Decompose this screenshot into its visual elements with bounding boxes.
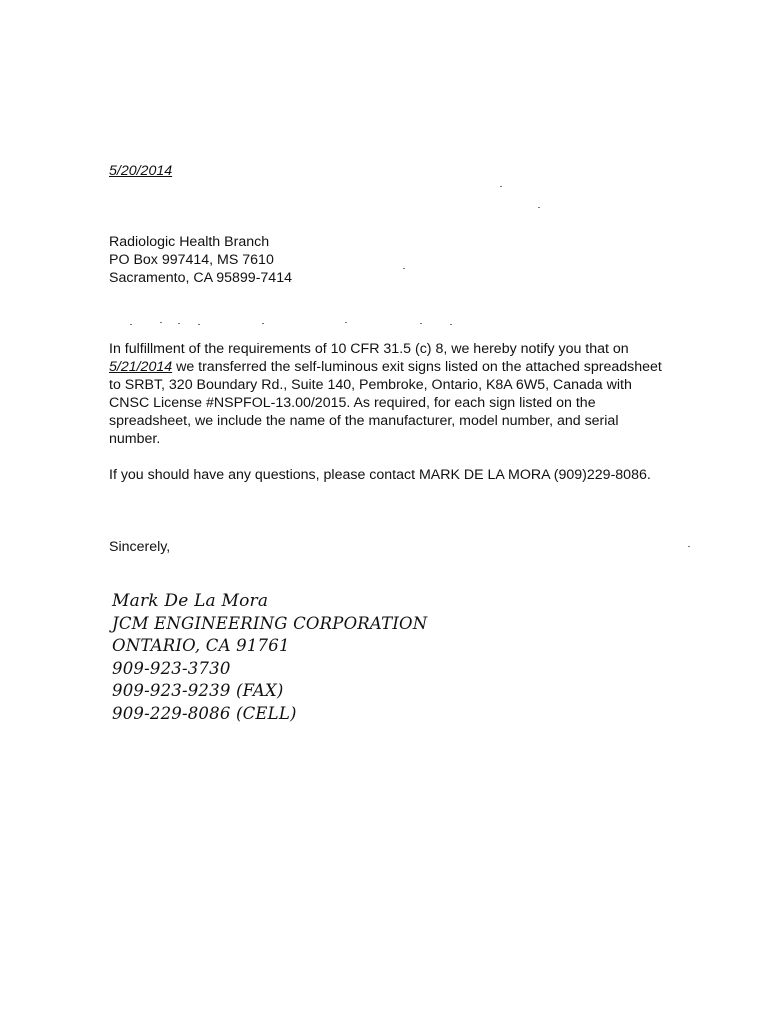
address-line-2: PO Box 997414, MS 7610 (109, 252, 274, 268)
signature-city: ONTARIO, CA 91761 (112, 636, 290, 655)
scan-speck (198, 324, 200, 325)
closing: Sincerely, (109, 539, 171, 555)
paragraph-1-text-end: we transferred the self-luminous exit signs listed on the attached spreadsheet to SRBT, 320 Boundary Rd., Suite 140, Pembroke, Ontario, K8A 6W5, Canada with CNSC License #NSPFOL-13.00/2015. As required, for each sign listed on the spreadsheet, we include the name of the manufacturer, model number, and serial number. (109, 359, 662, 447)
signature-block (112, 590, 427, 725)
signature-name: Mark De La Mora (112, 591, 269, 611)
scan-speck (345, 322, 347, 323)
scan-speck (160, 322, 162, 323)
signature-phone: 909-923-3730 (112, 658, 231, 678)
signature-fax: 909-923-9239 (FAX) (112, 681, 284, 700)
letter-date: 5/20/2014 (109, 163, 173, 179)
signature-company: JCM ENGINEERING CORPORATION (112, 613, 428, 633)
recipient-address (109, 233, 292, 287)
body-paragraph-2: If you should have any questions, please contact MARK DE LA MORA (909)229-8086. (109, 467, 651, 483)
scan-speck (130, 324, 132, 325)
scan-speck (500, 186, 502, 187)
address-line-1: Radiologic Health Branch (109, 234, 270, 250)
scan-speck (403, 268, 405, 269)
transfer-date: 5/21/2014 (109, 359, 173, 375)
scan-speck (420, 323, 422, 324)
paragraph-1-text-start: In fulfillment of the requirements of 10 CFR 31.5 (c) 8, we hereby notify you that on (109, 341, 629, 357)
scan-speck (450, 324, 452, 325)
address-line-3: Sacramento, CA 95899-7414 (109, 270, 292, 286)
scan-speck (688, 546, 690, 547)
signature-cell: 909-229-8086 (CELL) (112, 703, 297, 723)
scan-speck (262, 323, 264, 324)
body-paragraph-1 (109, 340, 669, 448)
scan-speck (538, 207, 540, 208)
scan-speck (178, 323, 180, 324)
